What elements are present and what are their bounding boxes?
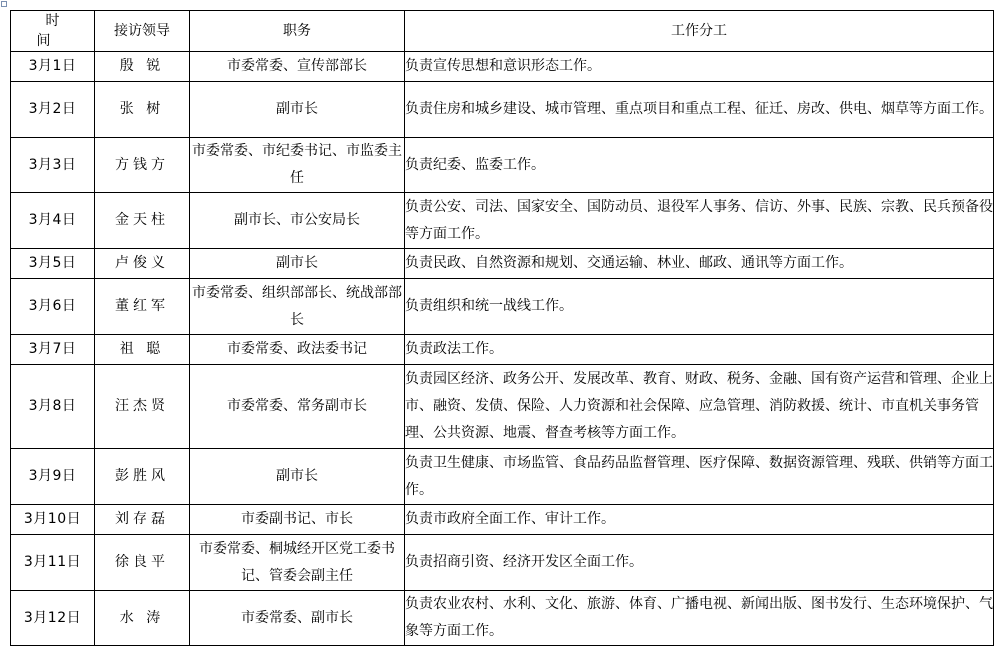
row-date: 3月10日 [11,505,95,535]
table-row [11,138,994,193]
row-date: 3月9日 [11,449,95,505]
row-date: 3月2日 [11,82,95,138]
row-position: 市委常委、政法委书记 [190,335,405,365]
row-date: 3月8日 [11,365,95,449]
row-position: 市委常委、宣传部部长 [190,52,405,82]
header-row [11,11,994,52]
row-leader: 水 涛 [95,591,190,646]
row-position: 副市长 [190,82,405,138]
header-leader: 接访领导 [95,11,190,52]
table-row [11,52,994,82]
table-row [11,249,994,279]
row-date: 3月12日 [11,591,95,646]
table-row [11,505,994,535]
row-duty: 负责农业农村、水利、文化、旅游、体育、广播电视、新闻出版、图书发行、生态环境保护、气象等方面工作。 [405,591,994,646]
row-duty: 负责招商引资、经济开发区全面工作。 [405,535,994,591]
row-position: 副市长、市公安局长 [190,193,405,249]
row-position: 市委常委、市纪委书记、市监委主任 [190,138,405,193]
row-duty: 负责市政府全面工作、审计工作。 [405,505,994,535]
header-duty: 工作分工 [405,11,994,52]
row-position: 副市长 [190,449,405,505]
row-leader: 彭胜风 [95,449,190,505]
row-duty: 负责组织和统一战线工作。 [405,279,994,335]
row-duty: 负责民政、自然资源和规划、交通运输、林业、邮政、通讯等方面工作。 [405,249,994,279]
row-duty: 负责纪委、监委工作。 [405,138,994,193]
row-leader: 张 树 [95,82,190,138]
table-row [11,591,994,646]
row-duty: 负责政法工作。 [405,335,994,365]
row-date: 3月5日 [11,249,95,279]
table-row [11,193,994,249]
row-position: 副市长 [190,249,405,279]
header-position: 职务 [190,11,405,52]
row-date: 3月11日 [11,535,95,591]
row-leader: 汪杰贤 [95,365,190,449]
row-date: 3月6日 [11,279,95,335]
table-anchor-icon [1,1,7,7]
row-leader: 金天柱 [95,193,190,249]
header-time: 时 间 [11,11,95,52]
row-leader: 徐良平 [95,535,190,591]
row-leader: 方钱方 [95,138,190,193]
row-duty: 负责公安、司法、国家安全、国防动员、退役军人事务、信访、外事、民族、宗教、民兵预备役等方面工作。 [405,193,994,249]
row-leader: 刘存磊 [95,505,190,535]
row-date: 3月4日 [11,193,95,249]
table-row [11,365,994,449]
table-row [11,535,994,591]
table-row [11,335,994,365]
row-leader: 祖 聪 [95,335,190,365]
table-row [11,449,994,505]
reception-schedule-table [10,10,994,646]
row-duty: 负责园区经济、政务公开、发展改革、教育、财政、税务、金融、国有资产运营和管理、企业上市、融资、发债、保险、人力资源和社会保障、应急管理、消防救援、统计、市直机关事务管理、公共资源、地震、督查考核等方面工作。 [405,365,994,449]
row-leader: 卢俊义 [95,249,190,279]
row-position: 市委常委、副市长 [190,591,405,646]
row-position: 市委常委、常务副市长 [190,365,405,449]
row-position: 市委常委、桐城经开区党工委书记、管委会副主任 [190,535,405,591]
row-duty: 负责宣传思想和意识形态工作。 [405,52,994,82]
table-row [11,279,994,335]
row-position: 市委常委、组织部部长、统战部部长 [190,279,405,335]
row-leader: 董红军 [95,279,190,335]
row-duty: 负责卫生健康、市场监管、食品药品监督管理、医疗保障、数据资源管理、残联、供销等方面工作。 [405,449,994,505]
row-leader: 殷 锐 [95,52,190,82]
table-row [11,82,994,138]
row-position: 市委副书记、市长 [190,505,405,535]
row-date: 3月1日 [11,52,95,82]
row-duty: 负责住房和城乡建设、城市管理、重点项目和重点工程、征迁、房改、供电、烟草等方面工作。 [405,82,994,138]
row-date: 3月7日 [11,335,95,365]
row-date: 3月3日 [11,138,95,193]
